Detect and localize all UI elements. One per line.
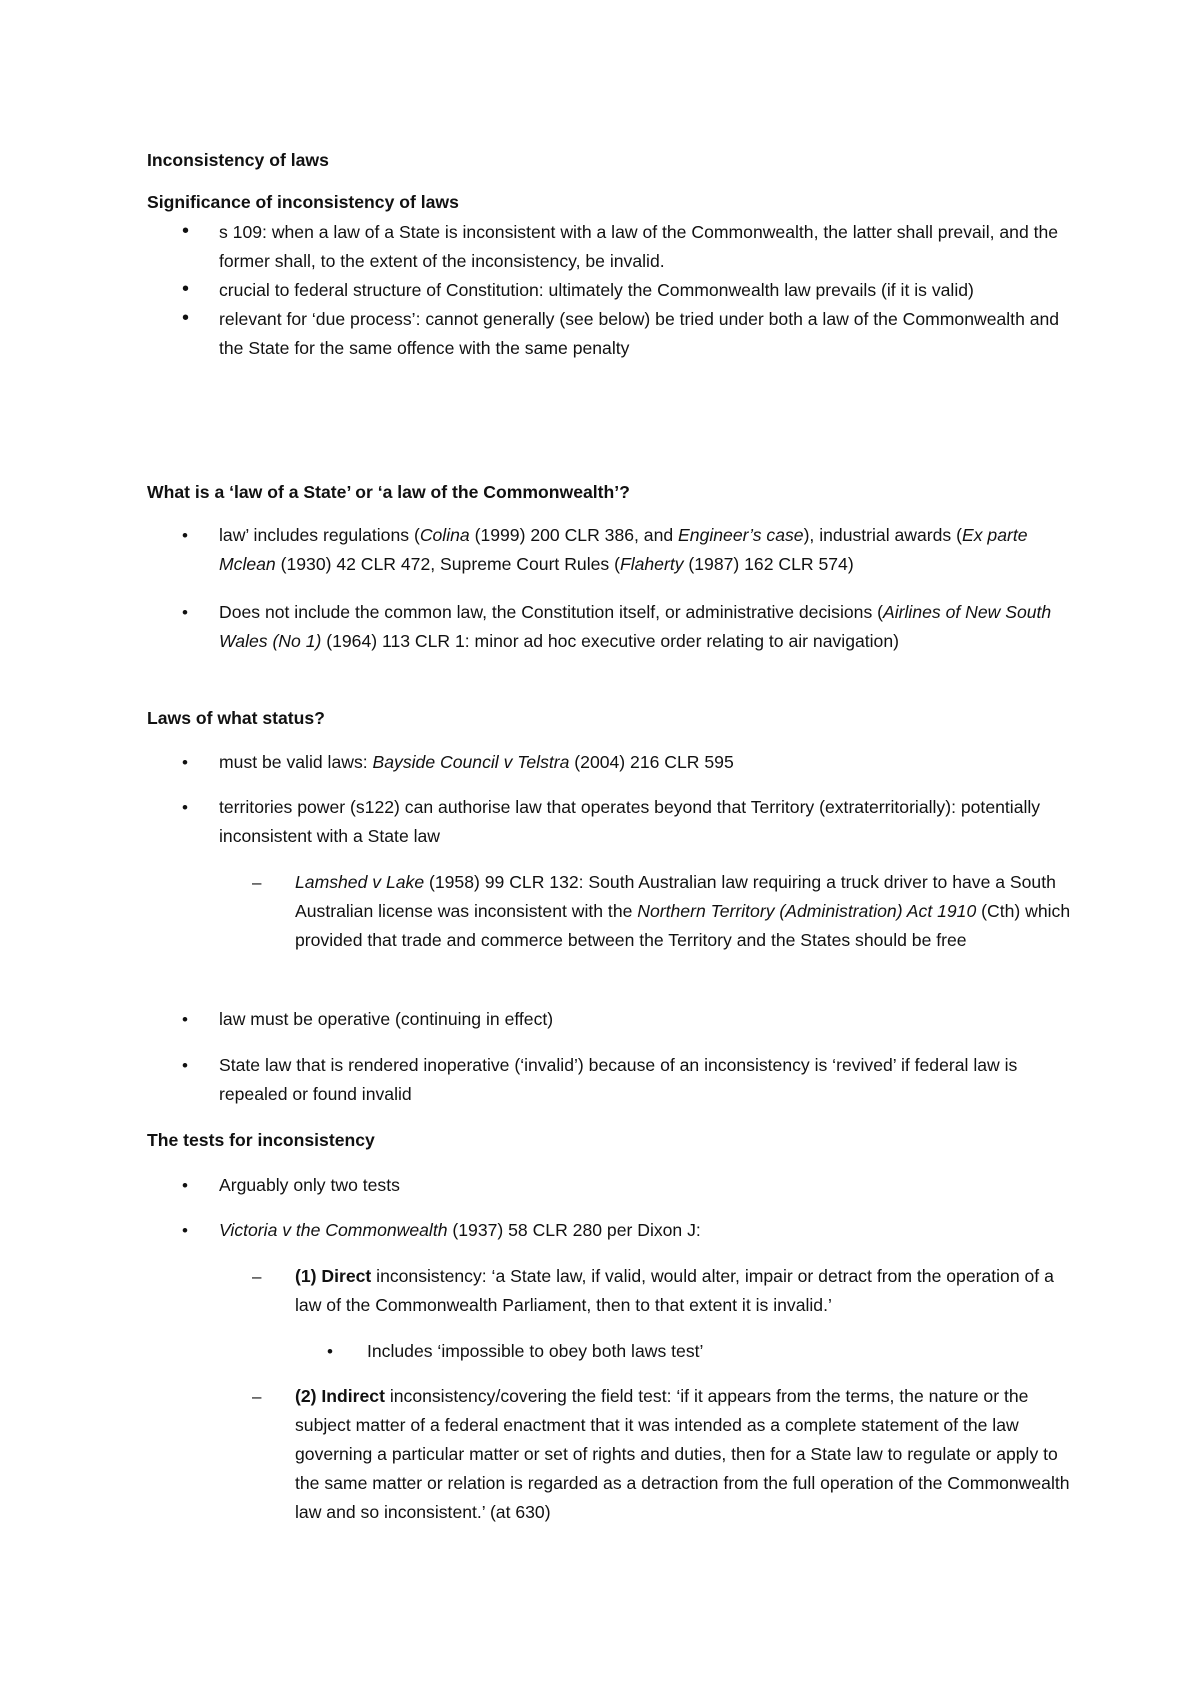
list-item: • territories power (s122) can authorise law that operates beyond that Territory (extraterritorially): potentially inconsistent with a State law (147, 793, 1077, 851)
bullet-icon: • (182, 1056, 188, 1075)
tests-list-a (147, 1171, 1077, 1200)
section-heading-status: Laws of what status? (147, 708, 325, 728)
document-title: Inconsistency of laws (147, 150, 329, 170)
section-heading-law-definition: What is a ‘law of a State’ or ‘a law of the Commonwealth’? (147, 482, 630, 502)
status-list-b (147, 793, 1077, 851)
bullet-icon: • (182, 307, 190, 329)
tests-sublist-indirect (147, 1382, 1077, 1527)
list-item: • Includes ‘impossible to obey both laws test’ (147, 1337, 1077, 1366)
list-item: • Arguably only two tests (147, 1171, 1077, 1200)
list-item: – (1) Direct inconsistency: ‘a State law, if valid, would alter, impair or detract from the operation of a law of the Commonwealth Parliament, then to that extent it is invalid.’ (147, 1262, 1077, 1320)
bullet-icon: • (182, 1010, 188, 1029)
list-item: • law must be operative (continuing in effect) (147, 1005, 1077, 1034)
bullet-icon: • (182, 526, 188, 545)
list-item: • law’ includes regulations (Colina (1999) 200 CLR 386, and Engineer’s case), industrial awards (Ex parte Mclean (1930) 42 CLR 472, Supreme Court Rules (Flaherty (1987) 162 CLR 574) (147, 521, 1077, 579)
bullet-icon: • (182, 220, 190, 242)
list-item: – Lamshed v Lake (1958) 99 CLR 132: South Australian law requiring a truck driver to have a South Australian license was inconsistent with the Northern Territory (Administration) Act 1910 (Cth) which provided that trade and commerce between the Territory and the States should be free (147, 868, 1077, 955)
law-exclusion-list (147, 598, 1077, 656)
law-definition-list (147, 521, 1077, 579)
tests-subsublist (147, 1337, 1077, 1366)
status-sublist (147, 868, 1077, 955)
list-item: • State law that is rendered inoperative (‘invalid’) because of an inconsistency is ‘revived’ if federal law is repealed or found invalid (147, 1051, 1077, 1109)
list-item: • s 109: when a law of a State is inconsistent with a law of the Commonwealth, the latter shall prevail, and the former shall, to the extent of the inconsistency, be invalid. (182, 220, 1059, 271)
dash-icon: – (252, 1267, 262, 1286)
status-list-d (147, 1051, 1077, 1109)
tests-sublist-direct (147, 1262, 1077, 1320)
bullet-icon: • (182, 753, 188, 772)
list-item: • relevant for ‘due process’: cannot generally (see below) be tried under both a law of the Commonwealth and the State for the same offence with the same penalty (182, 307, 1060, 358)
bullet-icon: • (182, 278, 190, 300)
dash-icon: – (252, 873, 262, 892)
tests-list-b (147, 1216, 1077, 1245)
bullet-icon: • (182, 603, 188, 622)
section-heading-tests: The tests for inconsistency (147, 1130, 375, 1150)
bullet-icon: • (182, 798, 188, 817)
list-item: • crucial to federal structure of Constitution: ultimately the Commonwealth law prevails (if it is valid) (147, 276, 1077, 305)
bullet-icon: • (182, 1176, 188, 1195)
list-item: • Victoria v the Commonwealth (1937) 58 CLR 280 per Dixon J: (147, 1216, 1077, 1245)
bullet-icon: • (182, 1221, 188, 1240)
significance-list (147, 218, 1077, 363)
list-item: • Does not include the common law, the Constitution itself, or administrative decisions (Airlines of New South Wales (No 1) (1964) 113 CLR 1: minor ad hoc executive order relating to air navigation) (147, 598, 1077, 656)
list-item: – (2) Indirect inconsistency/covering the field test: ‘if it appears from the terms, the nature or the subject matter of a federal enactment that it was intended as a complete statement of the law governing a particular matter or set of rights and duties, then for a State law to regulate or apply to the same matter or relation is regarded as a detraction from the full operation of the Commonwealth law and so inconsistent.’ (at 630) (147, 1382, 1077, 1527)
bullet-icon: • (327, 1342, 333, 1361)
section-heading-significance: Significance of inconsistency of laws (147, 192, 459, 212)
list-item: • must be valid laws: Bayside Council v Telstra (2004) 216 CLR 595 (147, 748, 1077, 777)
status-list-c (147, 1005, 1077, 1034)
status-list-a (147, 748, 1077, 777)
dash-icon: – (252, 1387, 262, 1406)
